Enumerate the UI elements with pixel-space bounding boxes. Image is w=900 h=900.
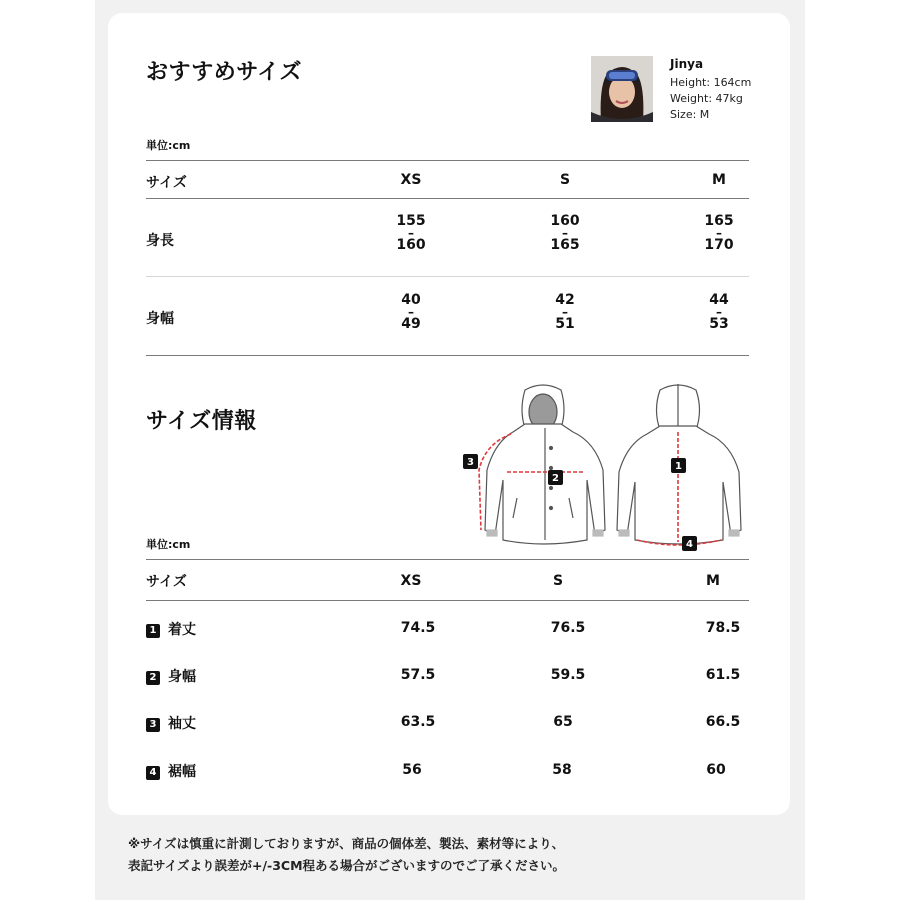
range-high: 49 [401,316,421,332]
footnote-line: 表記サイズより誤差が+/-3CM程ある場合がございますのでご了承ください。 [128,858,566,873]
info-row-label [146,713,196,733]
model-portrait-icon [591,56,653,122]
range-cell [535,214,595,253]
range-high: 170 [704,237,734,253]
recommend-header-size: サイズ [146,175,187,191]
info-cell: 60 [706,762,726,778]
info-row-label [146,666,196,686]
jacket-front-icon [485,385,605,544]
jacket-diagram [455,380,755,555]
recommend-top-rule [146,160,749,161]
info-cell: 76.5 [550,620,586,636]
recommend-header-rule [146,198,749,199]
number-badge: 2 [146,671,160,685]
info-header-m: M [706,573,720,589]
info-header-rule [146,600,749,601]
info-row-text: 裾幅 [168,764,196,780]
svg-text:4: 4 [686,539,693,550]
recommend-header-s: S [559,172,571,188]
range-cell [689,214,749,253]
info-cell: 74.5 [400,620,436,636]
info-header-xs: XS [400,573,422,589]
range-cell [381,214,441,253]
range-dash: – [562,305,568,319]
info-header-s: S [552,573,564,589]
range-high: 160 [396,237,426,253]
recommend-row-label: 身幅 [146,311,174,327]
svg-text:2: 2 [552,473,559,484]
recommend-header-xs: XS [400,172,422,188]
recommend-title: おすすめサイズ [146,60,302,85]
info-cell: 78.5 [705,620,741,636]
recommend-row-rule [146,276,749,277]
svg-text:1: 1 [675,461,682,472]
info-row-text: 袖丈 [168,716,196,732]
info-cell: 57.5 [400,667,436,683]
recommend-header-m: M [712,172,726,188]
range-low: 155 [396,213,426,229]
info-cell: 65 [553,714,573,730]
number-badge: 1 [146,624,160,638]
range-dash: – [408,305,414,319]
model-photo [591,56,653,122]
recommend-unit: 単位:cm [146,139,191,152]
range-dash: – [716,226,722,240]
range-low: 165 [704,213,734,229]
range-dash: – [562,226,568,240]
info-header-size: サイズ [146,574,187,590]
info-row-text: 身幅 [168,669,196,685]
recommend-row-label: 身長 [146,233,174,249]
info-unit: 単位:cm [146,538,191,551]
range-high: 51 [555,316,575,332]
number-badge: 4 [146,766,160,780]
info-title: サイズ情報 [146,409,257,434]
info-cell: 59.5 [550,667,586,683]
model-size: Size: M [670,108,710,121]
model-name: Jinya [670,57,704,71]
info-row-label [146,761,196,781]
recommend-bottom-rule [146,355,749,356]
footnote [128,833,565,877]
info-cell: 61.5 [705,667,741,683]
info-cell: 66.5 [705,714,741,730]
number-badge: 3 [146,718,160,732]
range-cell [535,293,595,332]
range-high: 53 [709,316,729,332]
info-cell: 58 [552,762,572,778]
range-dash: – [408,226,414,240]
range-high: 165 [550,237,580,253]
range-low: 40 [401,292,421,308]
range-cell [689,293,749,332]
range-low: 44 [709,292,729,308]
range-low: 42 [555,292,575,308]
range-low: 160 [550,213,580,229]
model-height: Height: 164cm [670,76,752,89]
info-cell: 63.5 [400,714,436,730]
info-top-rule [146,559,749,560]
svg-text:3: 3 [467,457,474,468]
info-cell: 56 [402,762,422,778]
range-dash: – [716,305,722,319]
range-cell [381,293,441,332]
info-row-text: 着丈 [168,622,196,638]
model-weight: Weight: 47kg [670,92,743,105]
footnote-line: ※サイズは慎重に計測しておりますが、商品の個体差、製法、素材等により、 [128,836,565,851]
info-row-label [146,619,196,639]
model-info [670,57,751,123]
